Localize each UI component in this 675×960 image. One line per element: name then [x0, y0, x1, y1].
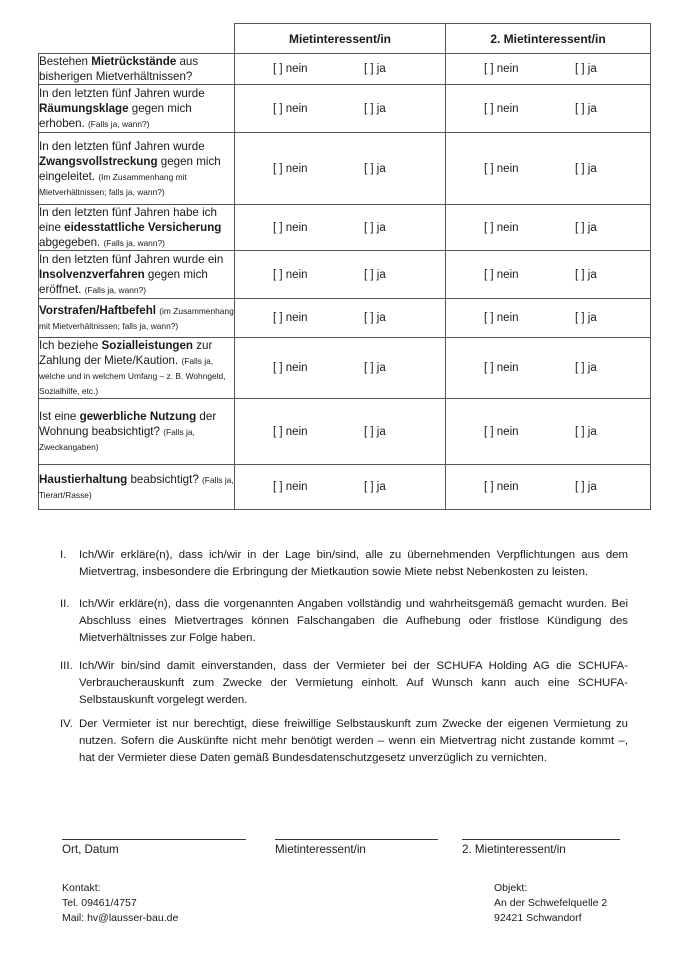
- checkbox-nein[interactable]: [ ] nein: [484, 63, 519, 75]
- header-tenant-1: Mietinteressent/in: [235, 24, 446, 54]
- question-text-post: beabsichtigt?: [127, 473, 203, 486]
- checkbox-ja[interactable]: [ ] ja: [575, 425, 597, 438]
- contact-phone: Tel. 09461/4757: [62, 897, 137, 909]
- contact-title: Kontakt:: [62, 882, 101, 894]
- question-text-keyword: Haustierhaltung: [39, 473, 128, 486]
- checkbox-nein[interactable]: [ ] nein: [273, 362, 308, 374]
- question-row: [39, 299, 651, 338]
- answer-cell-tenant-2: [446, 85, 651, 133]
- question-text-pre: Ist eine: [39, 410, 80, 423]
- checkbox-ja[interactable]: [ ] ja: [364, 362, 386, 374]
- declaration-text: Ich/Wir erkläre(n), dass ich/wir in der Lage bin/sind, alle zu übernehmenden Verpflichtungen aus dem Mietvertrag, insbesondere die Erbringung der Mietkaution sowie Miete nebst Nebenkosten zu leisten.: [79, 549, 628, 578]
- declaration-text: Der Vermieter ist nur berechtigt, diese freiwillige Selbstauskunft zum Zwecke der eigenen Vermietung zu nutzen. Sofern die Auskünfte nicht mehr benötigt werden – wenn ein Mietvertrag nicht zustande kommt –, hat der Vermieter diese Daten gemäß Bundesdatenschutzgesetz unverzüglich zu vernichten.: [79, 718, 628, 764]
- declaration-text: Ich/Wir bin/sind damit einverstanden, dass der Vermieter bei der SCHUFA Holding AG die SCHUFA-Verbraucherauskunft zum Zwecke der Vermietung einholt. Auf Wunsch kann auch eine SCHUFA-Selbstauskunft vorgelegt werden.: [79, 660, 628, 706]
- signature-line-place-date[interactable]: [62, 839, 246, 840]
- question-note: (Falls ja, wann?): [103, 238, 165, 248]
- declaration-number: IV.: [60, 718, 73, 730]
- question-text: [39, 465, 235, 510]
- checkbox-nein[interactable]: [ ] nein: [484, 102, 519, 115]
- checkbox-ja[interactable]: [ ] ja: [575, 268, 597, 281]
- question-text-post: zur Zahlung der Miete/Kaution.: [39, 339, 213, 367]
- question-text: [39, 299, 235, 338]
- questionnaire-body: [39, 54, 651, 510]
- question-text-post: abgegeben.: [39, 236, 104, 249]
- question-note: (Im Zusammenhang mit Mietverhältnissen; falls ja, wann?): [39, 171, 187, 197]
- object-city: 92421 Schwandorf: [494, 912, 582, 924]
- answer-cell-tenant-1: [235, 133, 446, 205]
- answer-cell-tenant-2: [446, 465, 651, 510]
- contact-mail: Mail: hv@lausser-bau.de: [62, 912, 179, 924]
- checkbox-ja[interactable]: [ ] ja: [364, 221, 386, 234]
- question-text-keyword: Räumungsklage: [39, 102, 129, 115]
- answer-cell-tenant-1: [235, 465, 446, 510]
- question-text-keyword: Zwangsvollstreckung: [39, 154, 158, 168]
- answer-cell-tenant-1: [235, 338, 446, 399]
- question-text: [39, 251, 235, 299]
- question-text-pre: In den letzten fünf Jahren wurde: [39, 139, 205, 153]
- questionnaire-table: [38, 23, 651, 510]
- object-title: Objekt:: [494, 882, 528, 894]
- header-blank-cell: [39, 24, 235, 54]
- declaration-1: [44, 547, 628, 581]
- question-text: [39, 399, 235, 465]
- answer-cell-tenant-2: [446, 54, 651, 85]
- checkbox-nein[interactable]: [ ] nein: [273, 268, 308, 281]
- question-text-pre: Ich beziehe: [39, 339, 102, 352]
- question-note: (Falls ja, Zweckangaben): [39, 427, 195, 452]
- contact-block: [62, 881, 178, 926]
- question-row: [39, 251, 651, 299]
- question-text: [39, 205, 235, 251]
- object-block: [494, 881, 607, 926]
- answer-cell-tenant-2: [446, 299, 651, 338]
- checkbox-ja[interactable]: [ ] ja: [364, 425, 386, 438]
- checkbox-nein[interactable]: [ ] nein: [484, 362, 519, 374]
- table-header-row: [39, 24, 651, 54]
- question-note: (Falls ja, welche und in welchem Umfang – z. B. Wohngeld, Sozialhilfe, etc.): [39, 356, 226, 396]
- question-text-pre: Bestehen: [39, 55, 92, 68]
- checkbox-ja[interactable]: [ ] ja: [575, 102, 597, 115]
- question-text: [39, 133, 235, 205]
- declaration-number: II.: [60, 598, 70, 610]
- checkbox-ja[interactable]: [ ] ja: [575, 312, 597, 324]
- label-place-date: Ort, Datum: [62, 843, 119, 856]
- question-row: [39, 85, 651, 133]
- question-text-post: der Wohnung beabsichtigt?: [39, 410, 217, 438]
- checkbox-ja[interactable]: [ ] ja: [575, 221, 597, 234]
- checkbox-ja[interactable]: [ ] ja: [364, 102, 386, 115]
- question-text-keyword: Sozialleistungen: [101, 339, 194, 352]
- question-text-post: aus bisherigen Mietverhältnissen?: [39, 55, 199, 83]
- question-note: (Falls ja, wann?): [84, 285, 147, 295]
- question-text-post: gegen mich eröffnet.: [39, 268, 208, 296]
- answer-cell-tenant-2: [446, 133, 651, 205]
- declaration-4: [44, 716, 628, 767]
- question-row: [39, 465, 651, 510]
- checkbox-nein[interactable]: [ ] nein: [273, 312, 308, 324]
- question-text-keyword: Insolvenzverfahren: [39, 268, 145, 281]
- header-tenant-2: 2. Mietinteressent/in: [446, 24, 651, 54]
- answer-cell-tenant-2: [446, 399, 651, 465]
- question-text-post: gegen mich erhoben.: [39, 102, 192, 130]
- question-text-keyword: Vorstrafen/Haftbefehl: [39, 304, 157, 317]
- question-row: [39, 399, 651, 465]
- checkbox-ja[interactable]: [ ] ja: [575, 162, 597, 175]
- answer-cell-tenant-2: [446, 251, 651, 299]
- label-tenant-2: 2. Mietinteressent/in: [462, 843, 566, 856]
- declaration-number: I.: [60, 549, 67, 561]
- question-text-keyword: eidesstattliche Versicherung: [64, 221, 222, 234]
- question-text-pre: In den letzten fünf Jahren wurde: [39, 87, 205, 100]
- question-note: (Falls ja, Tierart/Rasse): [39, 475, 234, 500]
- declaration-number: III.: [60, 660, 73, 672]
- checkbox-nein[interactable]: [ ] nein: [484, 268, 519, 281]
- checkbox-nein[interactable]: [ ] nein: [484, 221, 519, 234]
- checkbox-nein[interactable]: [ ] nein: [273, 481, 308, 493]
- question-row: [39, 133, 651, 205]
- question-row: [39, 338, 651, 399]
- question-note: (Falls ja, wann?): [88, 119, 150, 129]
- declaration-2: [44, 596, 628, 647]
- question-text-pre: In den letzten fünf Jahren habe ich eine: [39, 206, 217, 234]
- checkbox-nein[interactable]: [ ] nein: [273, 162, 308, 175]
- question-text-keyword: gewerbliche Nutzung: [79, 410, 197, 423]
- answer-cell-tenant-2: [446, 205, 651, 251]
- checkbox-nein[interactable]: [ ] nein: [484, 425, 519, 438]
- checkbox-ja[interactable]: [ ] ja: [364, 162, 386, 175]
- question-row: [39, 54, 651, 85]
- label-tenant-1: Mietinteressent/in: [275, 843, 366, 856]
- declaration-text: Ich/Wir erkläre(n), dass die vorgenannten Angaben vollständig und wahrheitsgemäß gemacht wurden. Bei Abschluss eines Mietvertrages können Falschangaben die Aufhebung oder fristlose Kündigung des Mietverhältnisses zur Folge haben.: [79, 598, 628, 644]
- answer-cell-tenant-1: [235, 399, 446, 465]
- question-text: [39, 85, 235, 133]
- checkbox-ja[interactable]: [ ] ja: [364, 312, 386, 324]
- signature-line-tenant-1[interactable]: [275, 839, 438, 840]
- question-text-post: gegen mich eingeleitet.: [39, 154, 221, 183]
- question-text-pre: In den letzten fünf Jahren wurde ein: [39, 253, 224, 266]
- checkbox-nein[interactable]: [ ] nein: [273, 102, 308, 115]
- checkbox-nein[interactable]: [ ] nein: [273, 425, 308, 438]
- checkbox-nein[interactable]: [ ] nein: [273, 63, 308, 75]
- answer-cell-tenant-1: [235, 251, 446, 299]
- checkbox-ja[interactable]: [ ] ja: [575, 362, 597, 374]
- answer-cell-tenant-1: [235, 299, 446, 338]
- declaration-3: [44, 658, 628, 709]
- checkbox-ja[interactable]: [ ] ja: [364, 63, 386, 75]
- signature-line-tenant-2[interactable]: [462, 839, 620, 840]
- checkbox-nein[interactable]: [ ] nein: [484, 162, 519, 175]
- question-text: [39, 338, 235, 399]
- checkbox-ja[interactable]: [ ] ja: [575, 63, 597, 75]
- checkbox-nein[interactable]: [ ] nein: [273, 221, 308, 234]
- question-row: [39, 205, 651, 251]
- question-text-keyword: Mietrückstände: [91, 55, 177, 68]
- object-street: An der Schwefelquelle 2: [494, 897, 608, 909]
- question-note: (im Zusammenhang mit Mietverhältnissen; falls ja, wann?): [39, 306, 234, 331]
- checkbox-nein[interactable]: [ ] nein: [484, 312, 519, 324]
- question-text: [39, 54, 235, 85]
- checkbox-nein[interactable]: [ ] nein: [484, 481, 519, 493]
- checkbox-ja[interactable]: [ ] ja: [364, 481, 386, 493]
- checkbox-ja[interactable]: [ ] ja: [575, 481, 597, 493]
- answer-cell-tenant-2: [446, 338, 651, 399]
- checkbox-ja[interactable]: [ ] ja: [364, 268, 386, 281]
- answer-cell-tenant-1: [235, 54, 446, 85]
- answer-cell-tenant-1: [235, 205, 446, 251]
- answer-cell-tenant-1: [235, 85, 446, 133]
